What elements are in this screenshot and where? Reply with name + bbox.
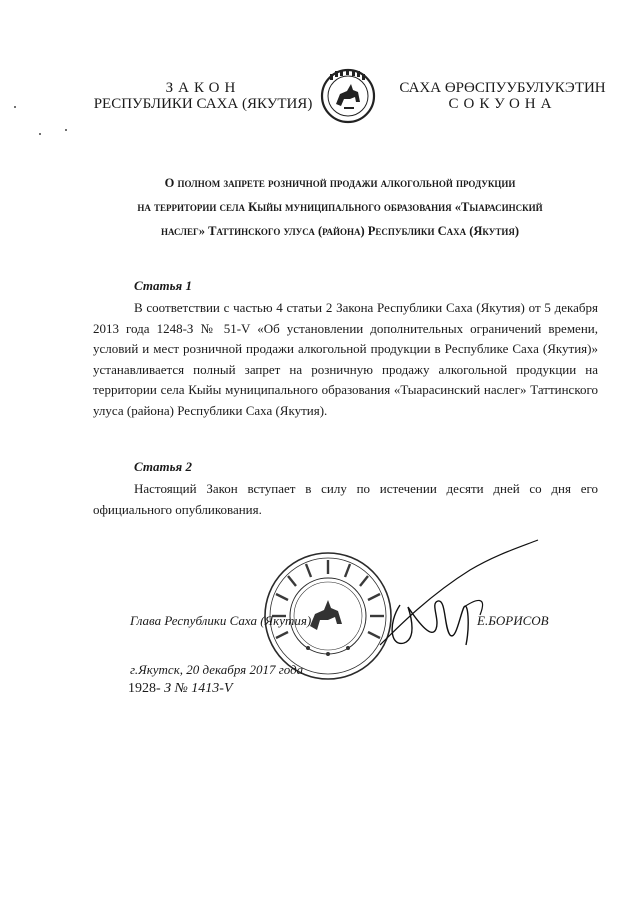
header-left [88,80,318,112]
header-right [385,80,620,112]
article-2-text: Настоящий Закон вступает в силу по истечении десяти дней со дня его официального опубликования. [93,481,598,517]
header-sakha-republic: САХА ӨРӨСПУУБУЛУКЭТИН [399,80,606,96]
article-1-text: В соответствии с частью 4 статьи 2 Закона Республики Саха (Якутия) от 5 декабря 2013 года 1248-З № 51-V «Об установлении дополнительных ограничений времени, условий и мест розничной продажи алкогольной продукции в Республике Саха (Якутия)» устанавливается полный запрет на розничную продажу алкогольной продукции на территории села Кыйы муниципального образования «Тыарасинский наслег» Таттинского улуса (района) Республики Саха (Якутия). [93,300,598,418]
signatory-name: Е.БОРИСОВ [477,613,549,628]
header-sakha-law: СОКУОНА [448,96,557,112]
header-republic-label: РЕСПУБЛИКИ САХА (ЯКУТИЯ) [93,96,313,112]
signatory-title: Глава Республики Саха (Якутия) [130,613,312,628]
scan-speck [39,133,41,135]
handwritten-signature-icon [360,535,540,665]
law-title-line: на территории села Кыйы муниципального образования «Тыарасинский [137,200,543,214]
law-title [70,171,610,243]
article-1-heading: Статья 1 [134,278,192,293]
header-law-label: ЗАКОН [165,80,241,96]
registration-code: З № 1413-V [164,681,233,696]
place-date: г.Якутск, 20 декабря 2017 года [130,662,304,677]
article-2-heading: Статья 2 [134,459,192,474]
scan-speck [65,129,67,131]
law-title-line: наслег» Таттинского улуса (района) Республики Саха (Якутия) [160,224,520,238]
registration-prefix: 1928- [128,681,161,696]
scan-speck [14,106,16,108]
law-title-line: О полном запрете розничной продажи алкогольной продукции [164,176,516,190]
sakha-emblem-icon [320,68,376,124]
registration-number [128,681,233,697]
